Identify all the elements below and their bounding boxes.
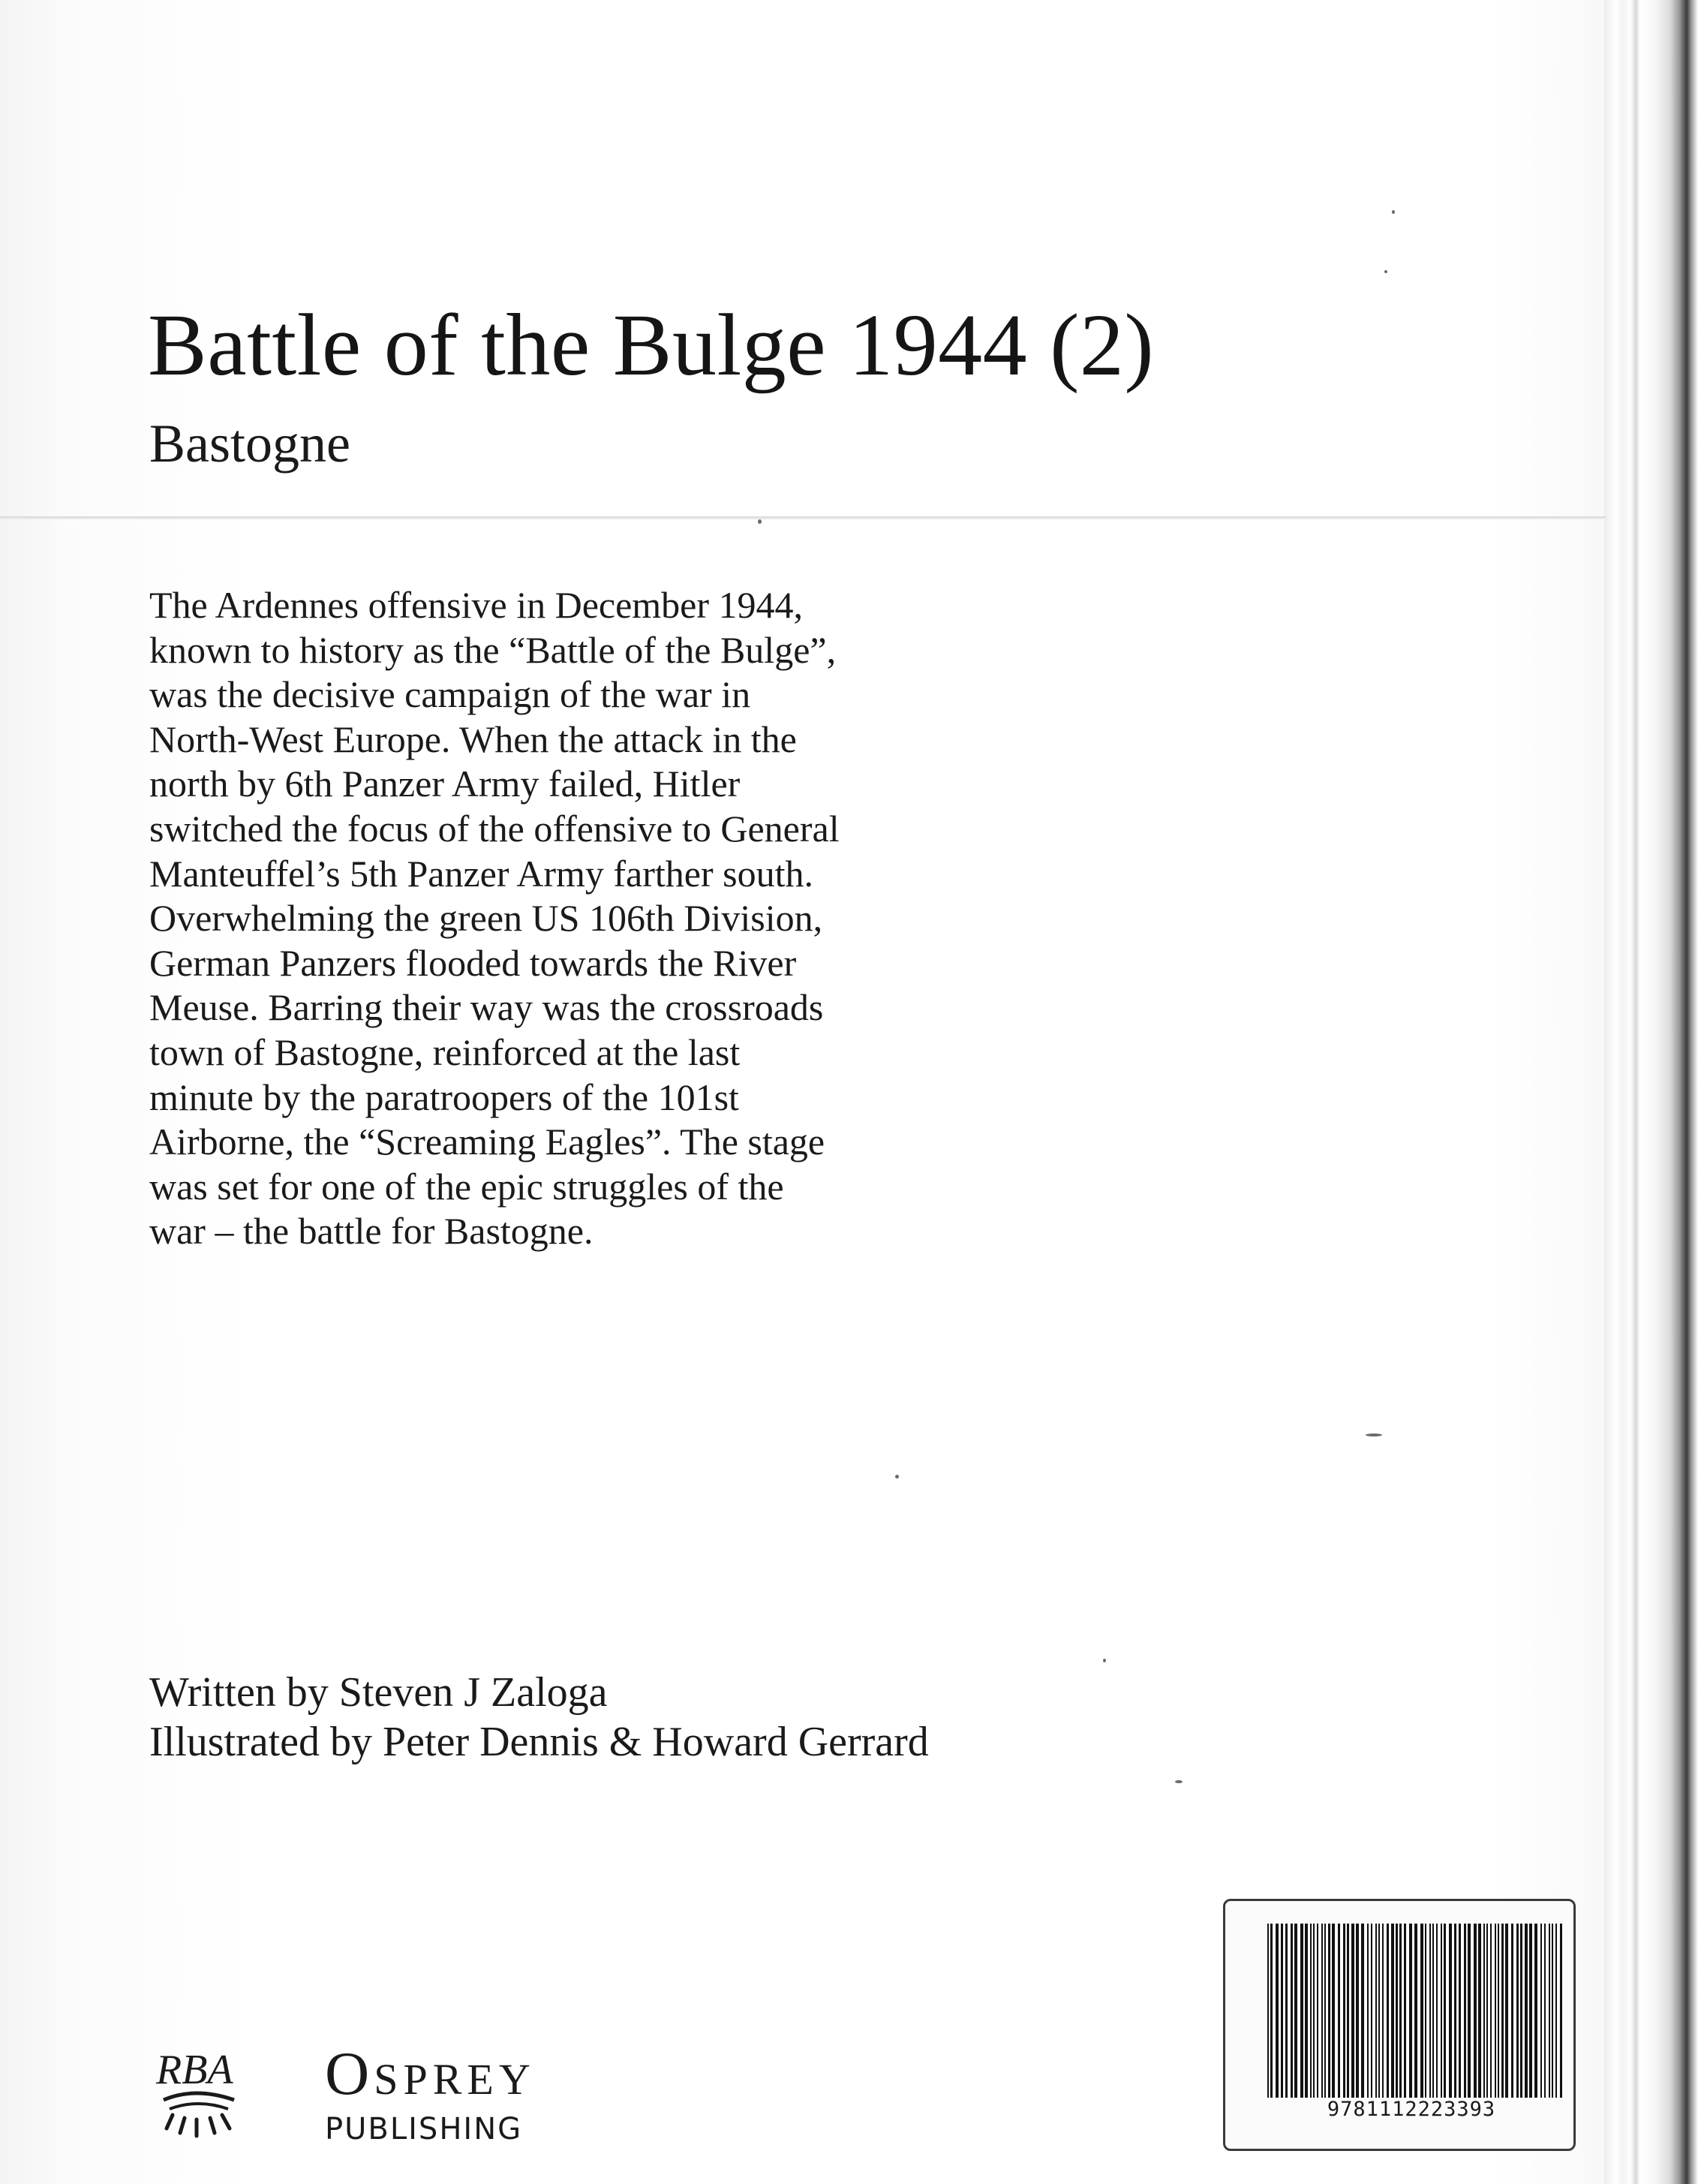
blurb-line: The Ardennes offensive in December 1944, (149, 584, 804, 626)
barcode-bar (1351, 1924, 1354, 2098)
barcode-bar (1425, 1924, 1426, 2098)
blurb-line: switched the focus of the offensive to General (149, 807, 840, 850)
barcode-bar (1332, 1924, 1335, 2098)
barcode-bar (1294, 1924, 1297, 2098)
barcode-bar (1483, 1924, 1485, 2098)
dust-speck (1384, 270, 1387, 273)
barcode-bar (1534, 1924, 1537, 2098)
dust-speck (1175, 1780, 1183, 1783)
dust-speck (758, 519, 762, 524)
barcode-bar (1391, 1924, 1394, 2098)
barcode-bar (1317, 1924, 1318, 2098)
credits (149, 1668, 929, 1767)
dust-speck (1392, 210, 1395, 214)
barcode-bar (1378, 1924, 1380, 2098)
blurb-line: Meuse. Barring their way was the crossroads (149, 986, 824, 1029)
blurb-line: was set for one of the epic struggles of the (149, 1165, 784, 1208)
barcode-sticker (1223, 1899, 1576, 2151)
blurb-line: German Panzers flooded towards the River (149, 941, 797, 984)
illustrator-credit: Illustrated by Peter Dennis & Howard Gerrard (149, 1719, 929, 1765)
barcode-bar (1560, 1924, 1562, 2098)
barcode-bar (1343, 1924, 1345, 2098)
barcode-bar (1468, 1924, 1471, 2098)
barcode-bar (1525, 1924, 1528, 2098)
isbn-number: 9781112223393 (1327, 2098, 1496, 2121)
barcode-bar (1321, 1924, 1323, 2098)
book-subtitle: Bastogne (149, 414, 350, 474)
barcode-bars (1267, 1924, 1567, 2105)
barcode-bar (1375, 1924, 1377, 2098)
blurb-paragraph (149, 583, 870, 1254)
osprey-wordmark (325, 2039, 536, 2107)
barcode-bar (1404, 1924, 1406, 2098)
barcode-bar (1409, 1924, 1412, 2098)
book-spine-edge (1604, 0, 1698, 2184)
barcode-bar (1396, 1924, 1398, 2098)
author-credit: Written by Steven J Zaloga (149, 1669, 608, 1716)
barcode-bar (1490, 1924, 1492, 2098)
rba-logo-arc (170, 2104, 228, 2109)
barcode-bar (1356, 1924, 1359, 2098)
barcode-bar (1444, 1924, 1446, 2098)
barcode-bar (1367, 1924, 1369, 2098)
barcode-bar (1544, 1924, 1546, 2098)
barcode-bar (1305, 1924, 1308, 2098)
barcode-bar (1501, 1924, 1504, 2098)
dust-speck (895, 1475, 899, 1479)
osprey-subtitle: PUBLISHING (325, 2112, 523, 2146)
blurb-line: Airborne, the “Screaming Eagles”. The stage (149, 1121, 825, 1163)
blurb-line: town of Bastogne, reinforced at the last (149, 1030, 741, 1073)
barcode-bar (1486, 1924, 1488, 2098)
barcode-bar (1449, 1924, 1452, 2098)
barcode-bar (1382, 1924, 1384, 2098)
osprey-publishing-logo (325, 2039, 536, 2146)
barcode-bar (1520, 1924, 1522, 2098)
osprey-initial: O (325, 2039, 374, 2107)
barcode-bar (1399, 1924, 1402, 2098)
barcode-bar (1300, 1924, 1303, 2098)
barcode-bar (1474, 1924, 1477, 2098)
barcode-bar (1281, 1924, 1283, 2098)
osprey-rest: SPREY (374, 2055, 536, 2104)
barcode-bar (1516, 1924, 1519, 2098)
barcode-bar (1276, 1924, 1279, 2098)
barcode-bar (1324, 1924, 1326, 2098)
rba-logo-rays (167, 2115, 230, 2136)
blurb-line: known to history as the “Battle of the Bulge”, (149, 628, 837, 671)
cover-fold-line (0, 516, 1606, 519)
blurb-line: Manteuffel’s 5th Panzer Army farther south. (149, 852, 813, 895)
dust-speck (1103, 1659, 1106, 1662)
barcode-bar (1555, 1924, 1557, 2098)
rba-logo-text: RBA (156, 2047, 233, 2093)
barcode-bar (1338, 1924, 1340, 2098)
rba-logo-arc (164, 2093, 234, 2100)
barcode-bar (1285, 1924, 1288, 2098)
barcode-bar (1441, 1924, 1442, 2098)
barcode-bar (1328, 1924, 1330, 2098)
rba-logo (150, 2040, 255, 2145)
barcode-bar (1347, 1924, 1349, 2098)
barcode-bar (1420, 1924, 1423, 2098)
blurb-line: North-West Europe. When the attack in the (149, 717, 797, 760)
book-title: Battle of the Bulge 1944 (2) (148, 296, 1155, 394)
barcode-bar (1429, 1924, 1431, 2098)
blurb-line: Overwhelming the green US 106th Division, (149, 897, 823, 940)
dust-speck (1366, 1433, 1382, 1436)
barcode-bar (1498, 1924, 1499, 2098)
barcode-bar (1459, 1924, 1461, 2098)
barcode-bar (1371, 1924, 1372, 2098)
barcode-bar (1464, 1924, 1466, 2098)
barcode-bar (1505, 1924, 1508, 2098)
barcode-bar (1478, 1924, 1481, 2098)
barcode-bar (1270, 1924, 1273, 2098)
barcode-bar (1432, 1924, 1434, 2098)
blurb-line: north by 6th Panzer Army failed, Hitler (149, 763, 741, 805)
barcode-bar (1511, 1924, 1513, 2098)
blurb-line: minute by the paratroopers of the 101st (149, 1075, 739, 1118)
barcode-bar (1529, 1924, 1532, 2098)
barcode-bar (1387, 1924, 1389, 2098)
barcode-bar (1540, 1924, 1542, 2098)
blurb-line: war – the battle for Bastogne. (149, 1210, 594, 1253)
barcode-bar (1552, 1924, 1553, 2098)
barcode-bar (1436, 1924, 1438, 2098)
barcode-bar (1454, 1924, 1456, 2098)
barcode-bar (1267, 1924, 1269, 2098)
barcode-bar (1313, 1924, 1315, 2098)
blurb-line: was the decisive campaign of the war in (149, 673, 751, 716)
barcode-bar (1291, 1924, 1293, 2098)
barcode-bar (1414, 1924, 1417, 2098)
barcode-bar (1361, 1924, 1364, 2098)
barcode-bar (1549, 1924, 1550, 2098)
barcode-bar (1310, 1924, 1312, 2098)
barcode-bar (1495, 1924, 1496, 2098)
